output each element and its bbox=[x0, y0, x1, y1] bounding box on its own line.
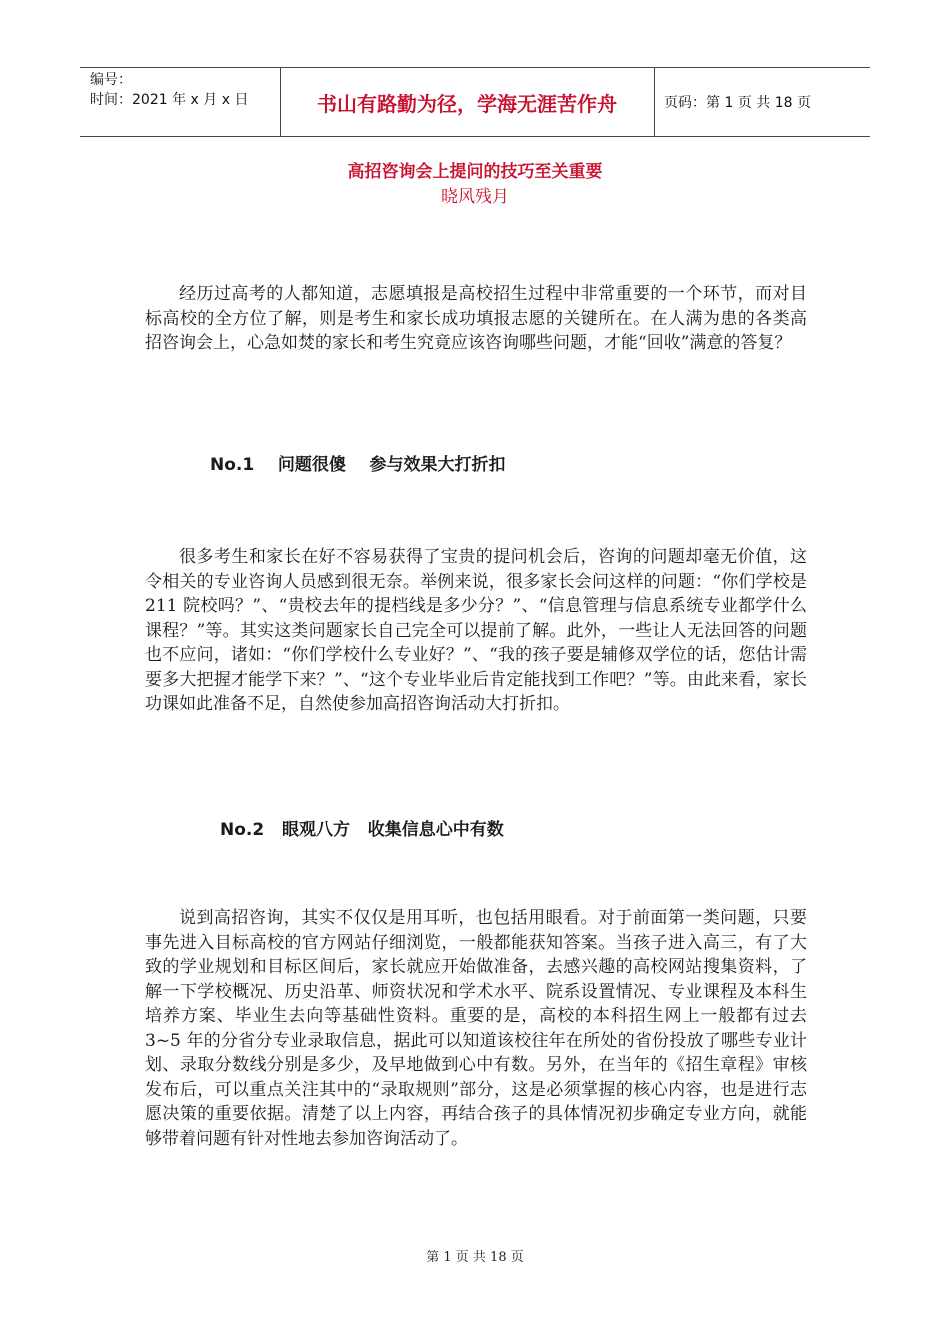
header-motto: 书山有路勤为径，学海无涯苦作舟 bbox=[317, 91, 617, 116]
header-page-info: 页码：第 1 页 共 18 页 bbox=[664, 95, 811, 111]
section-heading-1: No.1 问题很傻 参与效果大打折扣 bbox=[210, 455, 506, 475]
page-footer: 第 1 页 共 18 页 bbox=[426, 1250, 524, 1265]
header-divider bbox=[654, 68, 655, 136]
article-title: 高招咨询会上提问的技巧至关重要 bbox=[347, 162, 603, 182]
section-body-2: 说到高招咨询，其实不仅仅是用耳听，也包括用眼看。对于前面第一类问题，只要事先进入目标高校的官方网站仔细浏览，一般都能获知答案。当孩子进入高三，有了大致的学业规划和目标区间后，家长就应开始做准备，去感兴趣的高校网站搜集资料，了解一下学校概况、历史沿革、师资状况和学术水平、院系设置情况、专业课程及本科生培养方案、毕业生去向等基础性资料。重要的是，高校的本科招生网上一般都有过去 3~5 年的分省分专业录取信息，据此可以知道该校往年在所处的省份投放了哪些专业计划、录取分数线分别是多少，及早地做到心中有数。另外，在当年的《招生章程》审核发布后，可以重点关注其中的“录取规则”部分，这是必须掌握的核心内容，也是进行志愿决策的重要依据。清楚了以上内容，再结合孩子的具体情况初步确定专业方向，就能够带着问题有针对性地去参加咨询活动了。 bbox=[145, 908, 807, 1149]
section-heading-2: No.2 眼观八方 收集信息心中有数 bbox=[220, 820, 504, 840]
intro-paragraph: 经历过高考的人都知道，志愿填报是高校招生过程中非常重要的一个环节，而对目标高校的全方位了解，则是考生和家长成功填报志愿的关键所在。在人满为患的各类高招咨询会上，心急如焚的家长和考生究竟应该咨询哪些问题，才能“回收”满意的答复？ bbox=[145, 284, 807, 353]
header-number: 编号： bbox=[90, 72, 132, 88]
section-body-1: 很多考生和家长在好不容易获得了宝贵的提问机会后，咨询的问题却毫无价值，这令相关的专业咨询人员感到很无奈。举例来说，很多家长会问这样的问题：“你们学校是 211 院校吗？”、“贵校去年的提档线是多少分？”、“信息管理与信息系统专业都学什么课程？”等。其实这类问题家长自己完全可以提前了解。此外，一些让人无法回答的问题也不应问，诸如：“你们学校什么专业好？”、“我的孩子要是辅修双学位的话，您估计需要多大把握才能学下来？”、“这个专业毕业后肯定能找到工作吧？”等。由此来看，家长功课如此准备不足，自然使参加高招咨询活动大打折扣。 bbox=[145, 547, 807, 714]
header-meta bbox=[90, 70, 248, 110]
document-header bbox=[80, 67, 870, 137]
header-time: 时间：2021 年 x 月 x 日 bbox=[90, 92, 249, 108]
article-author: 晓风残月 bbox=[441, 187, 509, 207]
